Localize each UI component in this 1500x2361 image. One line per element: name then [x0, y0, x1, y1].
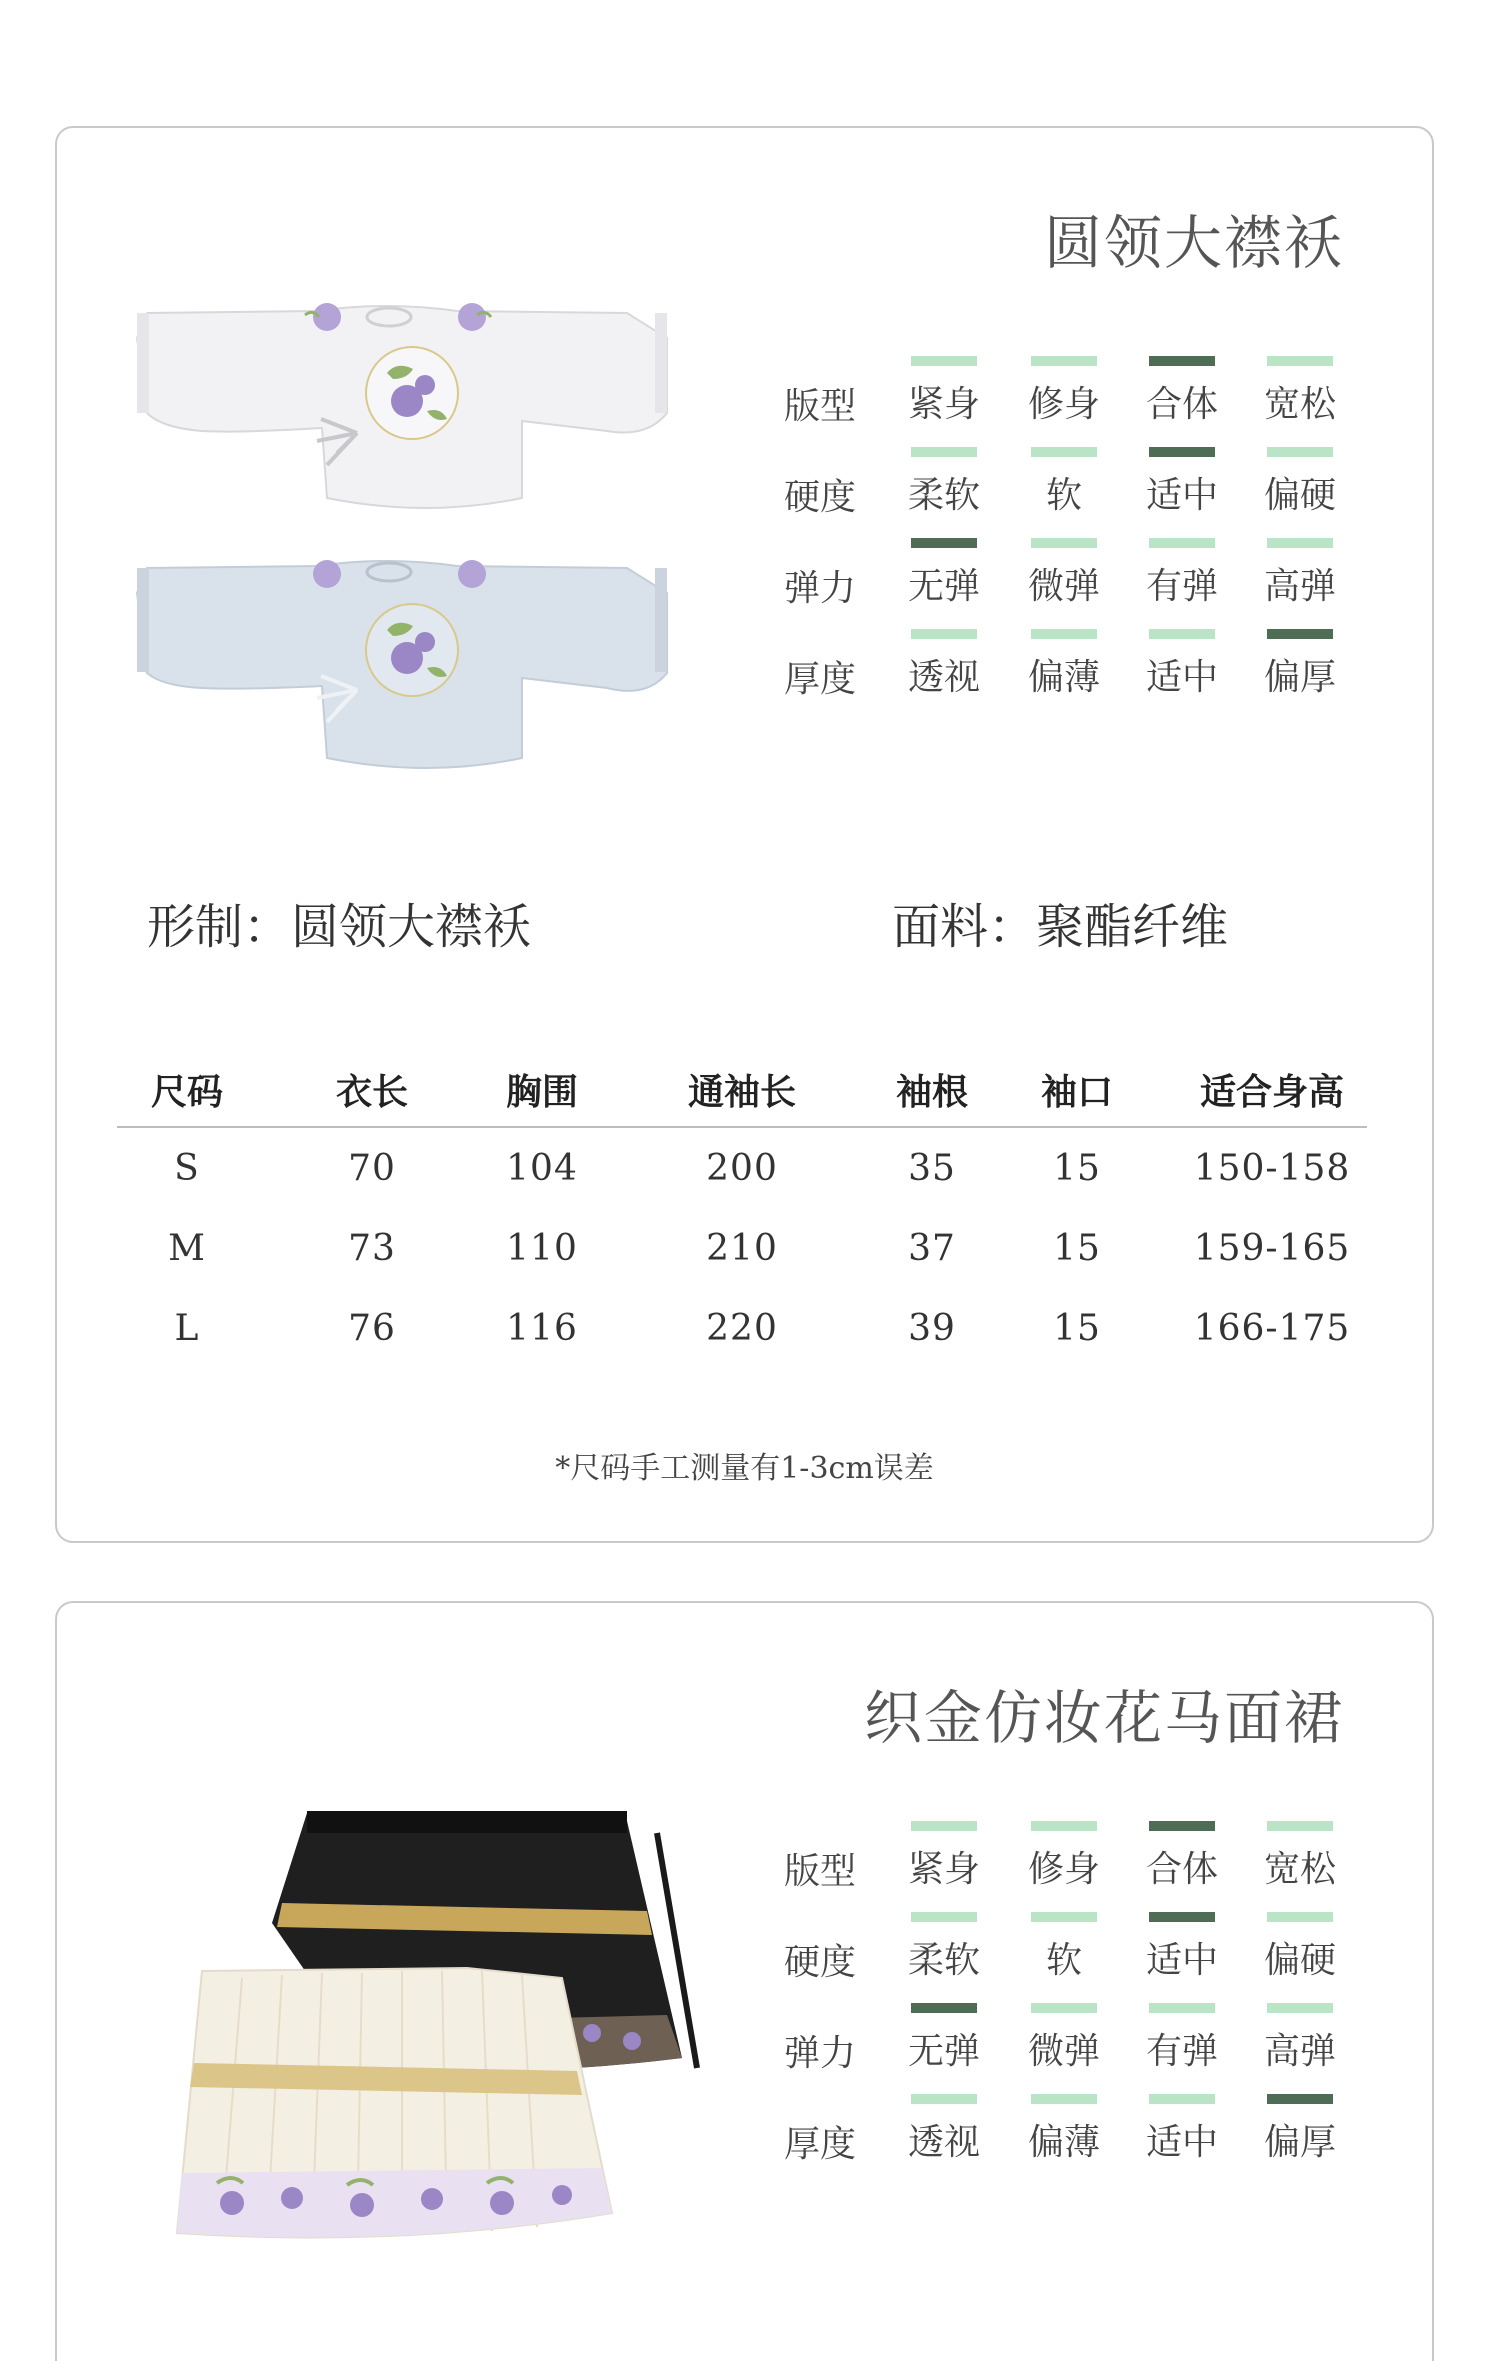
level-bar: [1031, 1821, 1097, 1831]
table-cell: 104: [506, 1148, 578, 1189]
attr-option-selected: 偏厚: [1260, 629, 1340, 700]
table-cell: 159-165: [1193, 1228, 1351, 1269]
level-bar: [1267, 447, 1333, 457]
table-cell: 73: [348, 1228, 396, 1269]
level-bar: [1031, 1912, 1097, 1922]
table-cell: 200: [706, 1148, 778, 1189]
level-bar: [1149, 1912, 1215, 1922]
table-cell: 15: [1053, 1308, 1101, 1349]
jacket-blue-image: [127, 558, 687, 778]
level-bar: [911, 2003, 977, 2013]
product-title: 圆领大襟袄: [1043, 209, 1344, 277]
level-bar: [911, 1821, 977, 1831]
level-bar: [1149, 2003, 1215, 2013]
level-bar: [911, 629, 977, 639]
header-cell: 尺码: [150, 1071, 223, 1113]
attr-option: 偏薄: [1024, 629, 1104, 700]
table-cell: 116: [506, 1308, 578, 1349]
fabric-value: 聚酯纤维: [1036, 899, 1229, 955]
header-cell: 胸围: [505, 1071, 578, 1113]
attr-option: 偏薄: [1024, 2094, 1104, 2165]
attr-option: 透视: [904, 2094, 984, 2165]
level-bar: [1267, 538, 1333, 548]
skirt-image: [122, 1803, 712, 2243]
attr-label: 硬度: [784, 1942, 857, 1983]
attr-option: 柔软: [904, 1912, 984, 1983]
level-bar: [1267, 2003, 1333, 2013]
level-bar: [1149, 629, 1215, 639]
attr-option-selected: 无弹: [904, 2003, 984, 2074]
level-bar: [1031, 629, 1097, 639]
level-bar: [1149, 2094, 1215, 2104]
table-row: [117, 1288, 1367, 1368]
level-bar: [1267, 629, 1333, 639]
table-cell: 210: [706, 1228, 778, 1269]
attr-option: 软: [1024, 1912, 1104, 1983]
jacket-white-image: [127, 303, 687, 518]
table-cell: 110: [506, 1228, 578, 1269]
table-cell: 150-158: [1193, 1148, 1351, 1189]
attr-option: 适中: [1142, 2094, 1222, 2165]
table-cell: L: [174, 1308, 200, 1349]
table-cell: 37: [908, 1228, 956, 1269]
attr-option: 微弹: [1024, 2003, 1104, 2074]
attr-label: 硬度: [784, 477, 857, 518]
level-bar: [1031, 356, 1097, 366]
form-label: 形制：: [147, 899, 292, 955]
level-bar: [1031, 2094, 1097, 2104]
attr-option-selected: 适中: [1142, 1912, 1222, 1983]
level-bar: [1267, 2094, 1333, 2104]
level-bar: [1267, 1821, 1333, 1831]
attr-label: 弹力: [784, 2033, 857, 2074]
level-bar: [911, 538, 977, 548]
attr-option: 软: [1024, 447, 1104, 518]
attr-option-selected: 无弹: [904, 538, 984, 609]
attr-option: 柔软: [904, 447, 984, 518]
level-bar: [911, 2094, 977, 2104]
attr-label: 版型: [784, 1851, 857, 1892]
attr-option-selected: 合体: [1142, 356, 1222, 427]
attr-option: 适中: [1142, 629, 1222, 700]
attr-option: 微弹: [1024, 538, 1104, 609]
level-bar: [1267, 1912, 1333, 1922]
level-bar: [911, 1912, 977, 1922]
level-bar: [1031, 2003, 1097, 2013]
header-cell: 袖口: [1040, 1071, 1113, 1113]
fabric-info: [892, 888, 1228, 957]
attr-option: 修身: [1024, 356, 1104, 427]
table-cell: 70: [348, 1148, 396, 1189]
attr-option: 紧身: [904, 1821, 984, 1892]
attr-label: 弹力: [784, 568, 857, 609]
table-row: [117, 1128, 1367, 1208]
attr-option: 偏硬: [1260, 1912, 1340, 1983]
product-title: 织金仿妆花马面裙: [863, 1684, 1344, 1752]
attr-option: 宽松: [1260, 356, 1340, 427]
form-value: 圆领大襟袄: [291, 899, 532, 955]
attr-option-selected: 适中: [1142, 447, 1222, 518]
table-cell: 76: [348, 1308, 396, 1349]
level-bar: [1149, 1821, 1215, 1831]
product-card-skirt: [55, 1601, 1434, 2361]
attr-option: 高弹: [1260, 2003, 1340, 2074]
form-info: [147, 888, 531, 957]
level-bar: [911, 447, 977, 457]
table-cell: S: [174, 1148, 200, 1189]
fabric-label: 面料：: [892, 899, 1037, 955]
table-row: [117, 1208, 1367, 1288]
table-cell: 15: [1053, 1148, 1101, 1189]
attr-label: 版型: [784, 386, 857, 427]
attr-label: 厚度: [784, 659, 857, 700]
table-cell: M: [168, 1228, 206, 1269]
level-bar: [1267, 356, 1333, 366]
table-cell: 35: [908, 1148, 956, 1189]
attr-option: 有弹: [1142, 538, 1222, 609]
level-bar: [1149, 356, 1215, 366]
attr-option-selected: 偏厚: [1260, 2094, 1340, 2165]
header-cell: 袖根: [895, 1071, 968, 1113]
header-cell: 适合身高: [1199, 1071, 1344, 1113]
table-cell: 39: [908, 1308, 956, 1349]
table-cell: 220: [706, 1308, 778, 1349]
header-cell: 衣长: [335, 1071, 408, 1113]
size-table: [117, 1048, 1367, 1368]
attr-option: 宽松: [1260, 1821, 1340, 1892]
attr-option: 修身: [1024, 1821, 1104, 1892]
product-card-jacket: [55, 126, 1434, 1543]
attr-label: 厚度: [784, 2124, 857, 2165]
attr-option: 偏硬: [1260, 447, 1340, 518]
level-bar: [1149, 447, 1215, 457]
level-bar: [1149, 538, 1215, 548]
table-header-row: [117, 1048, 1367, 1128]
table-cell: 166-175: [1193, 1308, 1351, 1349]
attr-option: 高弹: [1260, 538, 1340, 609]
header-cell: 通袖长: [687, 1071, 796, 1113]
attr-option: 有弹: [1142, 2003, 1222, 2074]
level-bar: [1031, 447, 1097, 457]
table-cell: 15: [1053, 1228, 1101, 1269]
attr-option-selected: 合体: [1142, 1821, 1222, 1892]
attr-option: 紧身: [904, 356, 984, 427]
attr-option: 透视: [904, 629, 984, 700]
level-bar: [1031, 538, 1097, 548]
measurement-note: *尺码手工测量有1-3cm误差: [555, 1451, 934, 1486]
level-bar: [911, 356, 977, 366]
